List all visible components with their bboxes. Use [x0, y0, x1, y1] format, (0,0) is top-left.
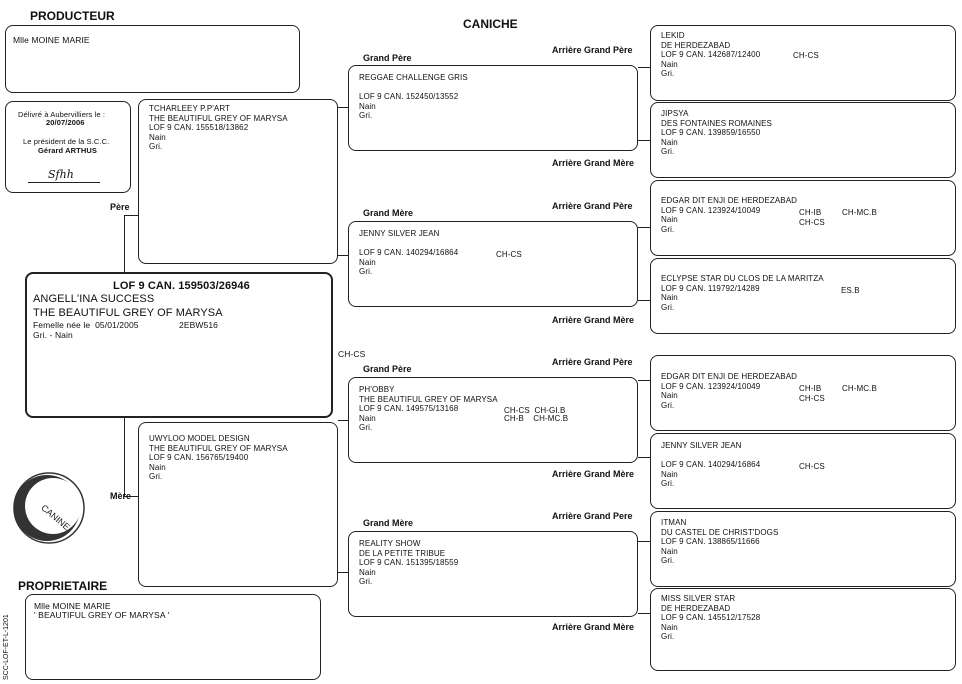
label-mere: Mère: [110, 491, 132, 501]
connector: [338, 107, 348, 108]
connector: [638, 541, 650, 542]
subject-dog-box: [25, 272, 333, 418]
ggp-box-1: [650, 25, 956, 101]
ggp-info: LEKID DE HERDEZABAD LOF 9 CAN. 142687/12400 Nain Gri.: [661, 31, 761, 78]
grandparent-title: CH-CS: [496, 250, 522, 259]
label-grand-pere-2: Grand Père: [363, 364, 412, 374]
ggp-info: EDGAR DIT ENJI DE HERDEZABAD LOF 9 CAN. 123924/10049 Nain Gri.: [661, 372, 798, 410]
connector: [638, 457, 650, 458]
ggp-box-7: [650, 511, 956, 587]
label-arriere-gm-4: Arrière Grand Mère: [552, 622, 635, 632]
proprietaire-affixe: ' BEAUTIFUL GREY OF MARYSA ': [34, 610, 170, 620]
ggp-info: ITMAN DU CASTEL DE CHRIST'DOGS LOF 9 CAN. 138865/11666 Nain Gri.: [661, 518, 779, 565]
ggp-box-5: [650, 355, 956, 431]
subject-id: 2EBW516: [179, 320, 218, 330]
grandparent-info: REGGAE CHALLENGE GRIS LOF 9 CAN. 152450/13552 Nain Gri.: [359, 73, 468, 120]
ggp-title: CH-MC.B: [842, 384, 877, 393]
ggp-info: MISS SILVER STAR DE HERDEZABAD LOF 9 CAN. 145512/17528 Nain Gri.: [661, 594, 761, 641]
grand-pere-paternal-box: [348, 65, 638, 151]
delivery-place: Délivré à Aubervilliers le :: [18, 110, 105, 119]
connector: [124, 215, 125, 272]
ggp-box-2: [650, 102, 956, 178]
grandparent-info: PH'OBBY THE BEAUTIFUL GREY OF MARYSA LOF 9 CAN. 149575/13168 Nain Gri.: [359, 385, 498, 432]
ggp-title: ES.B: [841, 286, 860, 295]
grandparent-info: REALITY SHOW DE LA PETITE TRIBUE LOF 9 CAN. 151395/18559 Nain Gri.: [359, 539, 459, 586]
connector: [638, 67, 650, 68]
delivery-box: [5, 101, 131, 193]
delivery-date: 20/07/2006: [46, 118, 85, 127]
ggp-box-6: [650, 433, 956, 509]
connector: [638, 227, 650, 228]
label-grand-mere-1: Grand Mère: [363, 208, 414, 218]
producteur-heading: PRODUCTEUR: [30, 9, 115, 23]
subject-lof: LOF 9 CAN. 159503/26946: [113, 280, 250, 292]
connector: [124, 418, 125, 496]
signature: Sfhh: [48, 168, 74, 181]
signature-line: [28, 182, 100, 183]
connector: [338, 255, 348, 256]
proprietaire-name: Mlle MOINE MARIE: [34, 601, 111, 611]
proprietaire-heading: PROPRIETAIRE: [18, 579, 108, 593]
ggp-box-3: [650, 180, 956, 256]
pere-box: [138, 99, 338, 264]
connector: [638, 300, 650, 301]
label-arriere-gm-3: Arrière Grand Mère: [552, 469, 635, 479]
connector: [638, 380, 650, 381]
label-arriere-gm-1: Arrière Grand Mère: [552, 158, 635, 168]
grandparent-title: CH-B CH-MC.B: [504, 414, 569, 423]
ggp-title: CH-IB CH-CS: [799, 208, 825, 227]
ggp-info: JENNY SILVER JEAN LOF 9 CAN. 140294/16864 Nain Gri.: [661, 441, 761, 488]
mere-info: UWYLOO MODEL DESIGN THE BEAUTIFUL GREY OF MARYSA LOF 9 CAN. 156765/19400 Nain Gri.: [149, 434, 288, 481]
mere-box: [138, 422, 338, 587]
ggp-box-4: [650, 258, 956, 334]
label-arriere-gp-3: Arrière Grand Père: [552, 357, 633, 367]
connector: [338, 420, 348, 421]
ggp-title: CH-CS: [799, 462, 825, 471]
grandparent-title: CH-CS CH-GI.B: [504, 406, 566, 415]
subject-name: ANGELL'INA SUCCESS: [33, 293, 155, 305]
label-arriere-gp-4: Arrière Grand Pere: [552, 511, 633, 521]
subject-color: Gri. - Nain: [33, 330, 73, 340]
ggp-info: EDGAR DIT ENJI DE HERDEZABAD LOF 9 CAN. 123924/10049 Nain Gri.: [661, 196, 798, 234]
grand-mere-maternal-box: [348, 531, 638, 617]
ggp-box-8: [650, 588, 956, 671]
ggp-info: ECLYPSE STAR DU CLOS DE LA MARITZA LOF 9 CAN. 119792/14289 Nain Gri.: [661, 274, 824, 312]
breed-heading: CANICHE: [463, 17, 518, 31]
label-pere: Père: [110, 202, 130, 212]
label-grand-mere-2: Grand Mère: [363, 518, 414, 528]
president-name: Gérard ARTHUS: [38, 146, 97, 155]
ggp-info: JIPSYA DES FONTAINES ROMAINES LOF 9 CAN. 139859/16550 Nain Gri.: [661, 109, 772, 156]
grand-mere-paternal-box: [348, 221, 638, 307]
subject-title: CH-CS: [338, 349, 366, 359]
president-title: Le président de la S.C.C.: [23, 137, 110, 146]
producteur-name: Mlle MOINE MARIE: [13, 35, 90, 45]
stamp-text: CANINE: [39, 502, 72, 533]
ggp-title: CH-CS: [793, 51, 819, 60]
label-arriere-gp-1: Arrière Grand Père: [552, 45, 633, 55]
label-grand-pere-1: Grand Père: [363, 53, 412, 63]
subject-birth: Femelle née le 05/01/2005: [33, 320, 139, 330]
proprietaire-box: [25, 594, 321, 680]
ggp-title: CH-IB CH-CS: [799, 384, 825, 403]
connector: [124, 215, 138, 216]
connector: [638, 613, 650, 614]
ggp-title: CH-MC.B: [842, 208, 877, 217]
grandparent-info: JENNY SILVER JEAN LOF 9 CAN. 140294/16864 Nain Gri.: [359, 229, 459, 276]
label-arriere-gm-2: Arrière Grand Mère: [552, 315, 635, 325]
subject-affixe: THE BEAUTIFUL GREY OF MARYSA: [33, 307, 223, 319]
form-code: SCC-LOF-ET-L-1201: [3, 614, 10, 680]
club-stamp: [11, 470, 87, 546]
pere-info: TCHARLEEY P.P'ART THE BEAUTIFUL GREY OF MARYSA LOF 9 CAN. 155518/13862 Nain Gri.: [149, 104, 288, 151]
label-arriere-gp-2: Arrière Grand Père: [552, 201, 633, 211]
connector: [338, 572, 348, 573]
connector: [638, 140, 650, 141]
grand-pere-maternal-box: [348, 377, 638, 463]
producteur-box: [5, 25, 300, 93]
